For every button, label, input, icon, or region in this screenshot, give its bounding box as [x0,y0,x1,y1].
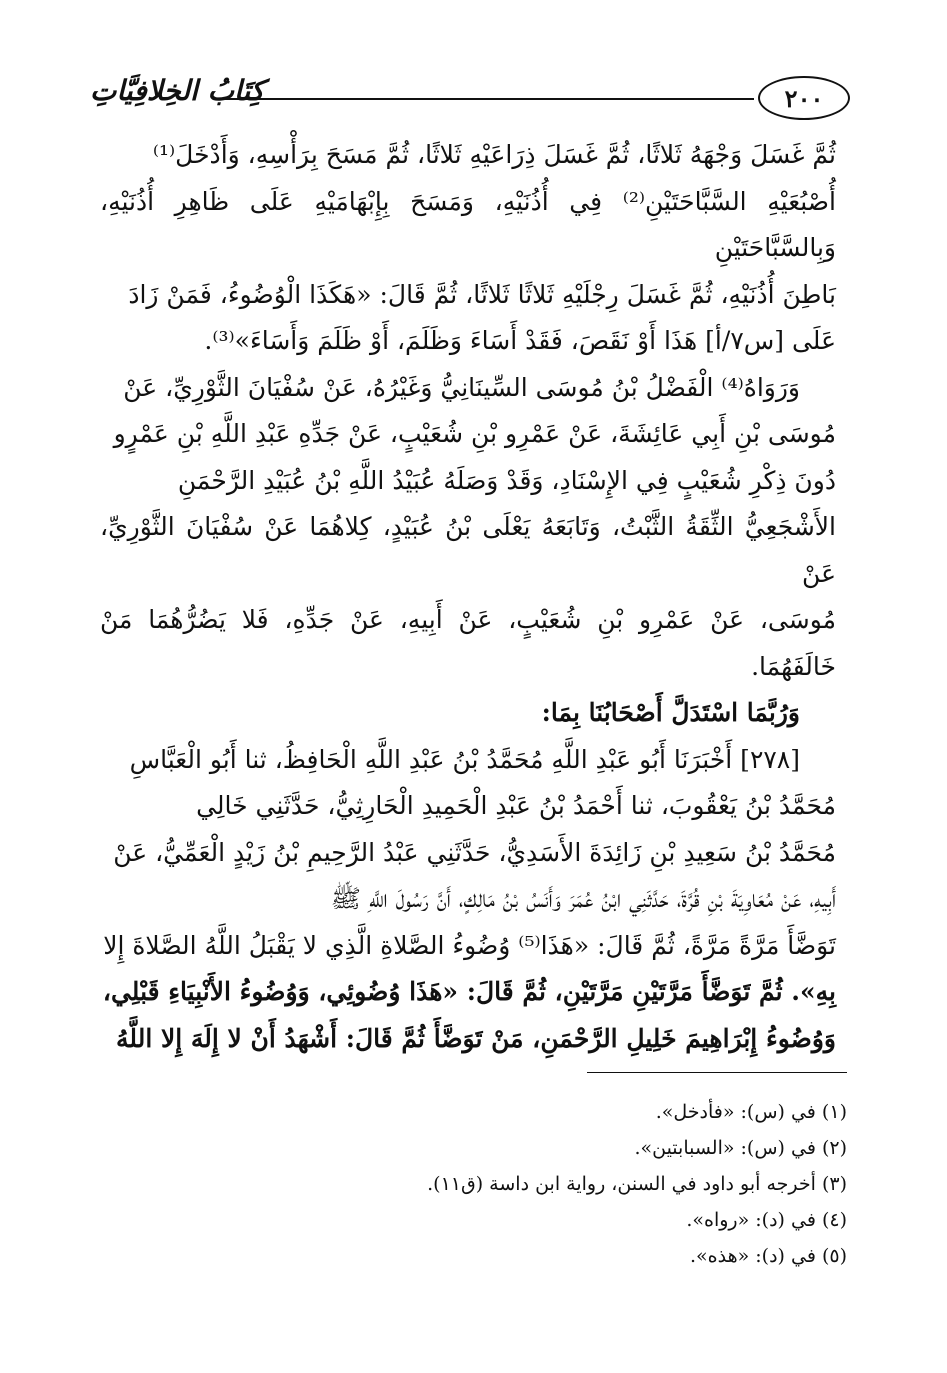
footnote-item: (٤) في (د): «رواه». [686,1209,847,1231]
text-line: مُوسَى، عَنْ عَمْرِو بْنِ شُعَيْبٍ، عَنْ أَبِيهِ، عَنْ جَدِّهِ، فَلا يَضُرُّهُمَا مَنْ خَالَفَهُمَا. [100,605,836,681]
section-heading: وَرُبَّمَا اسْتَدَلَّ أَصْحَابُنَا بِمَا: [541,698,800,727]
text-line: دُونَ ذِكْرِ شُعَيْبٍ فِي الإِسْنَادِ، وَقَدْ وَصَلَهُ عُبَيْدُ اللَّهِ بْنُ عُبَيْدِ الرَّحْمَنِ [177,465,836,495]
page-number: ٢٠٠ [758,76,850,120]
text-line: مُحَمَّدُ بْنُ يَعْقُوبَ، ثنا أَحْمَدُ بْنُ عَبْدِ الْحَمِيدِ الْحَارِثِيُّ، حَدَّثَنِي خَالِي [196,791,836,820]
text-line: عَلَى [س٧/أ] هَذَا أَوْ نَقَصَ، فَقَدْ أَسَاءَ وَظَلَمَ، أَوْ ظَلَمَ وَأَسَاءَ»⁽³⁾. [204,326,836,355]
footnote-item: (٢) في (س): «السبابتين». [634,1137,847,1159]
footnote-separator [587,1072,847,1073]
text-line: مُحَمَّدُ بْنُ سَعِيدِ بْنِ زَائِدَةَ الأَسَدِيُّ، حَدَّثَنِي عَبْدُ الرَّحِيمِ بْنُ زَيْدٍ الْعَمِّيُّ، عَنْ [113,837,836,867]
text-line: أَبِيهِ، عَنْ مُعَاوِيَةَ بْنِ قُرَّةَ، حَدَّثَنِي ابْنُ عُمَرَ وَأَنَسُ بْنُ مَالِكٍ، أَنَّ رَسُولَ اللَّهِ ﷺ [330,884,836,913]
hadith-start-line: [٢٧٨] أَخْبَرَنَا أَبُو عَبْدِ اللَّهِ مُحَمَّدُ بْنُ عَبْدِ اللَّهِ الْحَافِظُ، ثنا أَبُو الْعَبَّاسِ [129,744,800,774]
text-line: وَرَوَاهُ⁽⁴⁾ الْفَضْلُ بْنُ مُوسَى السِّينَانِيُّ وَغَيْرُهُ، عَنْ سُفْيَانَ الثَّوْرِيِّ، عَنْ [123,372,800,402]
main-text [100,132,836,1062]
text-line: وَوُضُوءُ إِبْرَاهِيمَ خَلِيلِ الرَّحْمَنِ، مَنْ تَوَضَّأَ ثُمَّ قَالَ: أَشْهَدُ أَنْ لا إِلَهَ إِلا اللَّهُ [116,1023,836,1053]
text-line: بَاطِنَ أُذُنَيْهِ، ثُمَّ غَسَلَ رِجْلَيْهِ ثَلاثًا ثَلاثًا، ثُمَّ قَالَ: «هَكَذَا الْوُضُوءُ، فَمَنْ زَادَ [128,279,836,309]
footnote-item: (٥) في (د): «هذه». [689,1245,847,1267]
text-line: أُصْبُعَيْهِ السَّبَّاحَتَيْنِ⁽²⁾ فِي أُذُنَيْهِ، وَمَسَحَ بِإِبْهَامَيْهِ عَلَى ظَاهِرِ أُذُنَيْهِ، وَبِالسَّبَّاحَتَيْنِ [100,186,836,262]
book-title: كِتَابُ الخِلافِيَّاتِ [90,74,265,107]
page-header [90,72,850,128]
text-line: بِهِ». ثُمَّ تَوَضَّأَ مَرَّتَيْنِ مَرَّتَيْنِ، ثُمَّ قَالَ: «هَذَا وُضُوئِي، وَوُضُوءُ الأَنْبِيَاءِ قَبْلِي، [102,977,836,1006]
footnotes [111,1094,847,1274]
footnote-item: (٣) أخرجه أبو داود في السنن، رواية ابن داسة (ق١١). [427,1173,847,1195]
text-line: مُوسَى بْنِ أَبِي عَائِشَةَ، عَنْ عَمْرِو بْنِ شُعَيْبٍ، عَنْ جَدِّهِ عَبْدِ اللَّهِ بْنِ عَمْرٍو [113,419,836,448]
header-rule [220,98,754,100]
text-line: الأَشْجَعِيُّ الثِّقَةُ الثَّبْتُ، وَتَابَعَهُ يَعْلَى بْنُ عُبَيْدٍ، كِلاهُمَا عَنْ سُفْيَانَ الثَّوْرِيِّ، عَنْ [100,512,836,588]
text-line: ثُمَّ غَسَلَ وَجْهَهُ ثَلاثًا، ثُمَّ غَسَلَ ذِرَاعَيْهِ ثَلاثًا، ثُمَّ مَسَحَ بِرَأْسِهِ، وَأَدْخَلَ⁽¹⁾ [152,140,836,169]
text-line: تَوَضَّأَ مَرَّةً مَرَّةً، ثُمَّ قَالَ: «هَذَا⁽⁵⁾ وُضُوءُ الصَّلاةِ الَّذِي لا يَقْبَلُ اللَّهُ الصَّلاةَ إِلا [103,930,836,960]
footnote-item: (١) في (س): «فأدخل». [655,1101,847,1123]
